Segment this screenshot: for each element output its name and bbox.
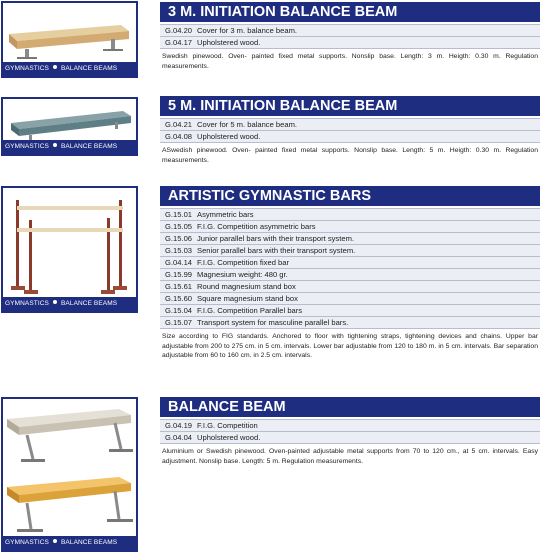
parallel-bars-illustration bbox=[3, 188, 136, 297]
table-row bbox=[160, 232, 540, 244]
product-code: G.04.20 bbox=[165, 26, 193, 35]
product-image-balance-beam bbox=[1, 397, 138, 552]
product-description: Junior parallel bars with their transport system. bbox=[197, 234, 354, 243]
product-description: F.I.G. Competition fixed bar bbox=[197, 258, 290, 267]
section-3m-initiation-balance-beam bbox=[160, 2, 540, 71]
table-row bbox=[160, 304, 540, 316]
thumbnail-caption: GYMNASTICS BALANCE BEAMS bbox=[3, 536, 136, 550]
product-description: Cover for 5 m. balance beam. bbox=[197, 120, 298, 129]
product-code: G.15.01 bbox=[165, 210, 193, 219]
product-description: Senior parallel bars with their transport system. bbox=[197, 246, 356, 255]
product-code: G.04.04 bbox=[165, 433, 193, 442]
table-row bbox=[160, 130, 540, 143]
section-artistic-gymnastic-bars bbox=[160, 186, 540, 361]
section-description: Aluminium or Swedish pinewood. Oven-painted adjustable metal supports from 70 to 120 cm., at 5 cm. intervals. Easy adjustment. Nonslip base. Length: 5 m. Regulation measurements. bbox=[162, 448, 538, 465]
product-code: G.04.14 bbox=[165, 258, 193, 267]
table-row bbox=[160, 36, 540, 49]
product-code: G.04.08 bbox=[165, 132, 193, 141]
product-image-5m-beam bbox=[1, 97, 138, 156]
product-description: Cover for 3 m. balance beam. bbox=[197, 26, 298, 35]
section-title: 5 M. INITIATION BALANCE BEAM bbox=[160, 96, 540, 116]
table-row bbox=[160, 220, 540, 232]
beam-3m-illustration bbox=[3, 3, 136, 62]
table-row bbox=[160, 244, 540, 256]
section-balance-beam bbox=[160, 397, 540, 466]
section-title: 3 M. INITIATION BALANCE BEAM bbox=[160, 2, 540, 22]
product-description: F.I.G. Competition asymmetric bars bbox=[197, 222, 316, 231]
product-code-table bbox=[160, 419, 540, 444]
product-code-table bbox=[160, 118, 540, 143]
product-description: F.I.G. Competition bbox=[197, 421, 258, 430]
table-row bbox=[160, 24, 540, 36]
thumbnail-caption: GYMNASTICS BALANCE BEAMS bbox=[3, 297, 136, 311]
product-description: F.I.G. Competition Parallel bars bbox=[197, 306, 303, 315]
product-description: Upholstered wood. bbox=[197, 38, 261, 47]
product-image-3m-beam bbox=[1, 1, 138, 78]
product-code: G.15.99 bbox=[165, 270, 193, 279]
product-code: G.15.07 bbox=[165, 318, 193, 327]
product-code: G.15.06 bbox=[165, 234, 193, 243]
product-code: G.04.21 bbox=[165, 120, 193, 129]
product-description: Round magnesium stand box bbox=[197, 282, 296, 291]
product-code: G.15.05 bbox=[165, 222, 193, 231]
section-description: Swedish pinewood. Oven- painted fixed metal supports. Nonslip base. Length: 3 m. Heigth: 0.30 m. Regulation measurements. bbox=[162, 53, 538, 70]
section-5m-initiation-balance-beam bbox=[160, 96, 540, 165]
table-row bbox=[160, 256, 540, 268]
table-row bbox=[160, 292, 540, 304]
table-row bbox=[160, 431, 540, 444]
table-row bbox=[160, 419, 540, 431]
thumbnail-caption: GYMNASTICS BALANCE BEAMS bbox=[3, 140, 136, 154]
product-description: Asymmetric bars bbox=[197, 210, 254, 219]
product-code: G.04.17 bbox=[165, 38, 193, 47]
product-code: G.15.61 bbox=[165, 282, 193, 291]
table-row bbox=[160, 118, 540, 130]
table-row bbox=[160, 208, 540, 220]
thumbnail-caption: GYMNASTICS BALANCE BEAMS bbox=[3, 62, 136, 76]
product-code-table bbox=[160, 24, 540, 49]
product-image-gymnastic-bars bbox=[1, 186, 138, 313]
product-description: Upholstered wood. bbox=[197, 132, 261, 141]
table-row bbox=[160, 268, 540, 280]
product-description: Upholstered wood. bbox=[197, 433, 261, 442]
section-title: ARTISTIC GYMNASTIC BARS bbox=[160, 186, 540, 206]
product-description: Square magnesium stand box bbox=[197, 294, 298, 303]
product-description: Transport system for masculine parallel bars. bbox=[197, 318, 349, 327]
product-code: G.15.04 bbox=[165, 306, 193, 315]
section-description: ASwedish pinewood. Oven- painted fixed metal supports. Nonslip base. Length: 5 m. Heigth: 0.30 m. Regulation measurements. bbox=[162, 147, 538, 164]
beam-5m-illustration bbox=[3, 99, 136, 140]
section-title: BALANCE BEAM bbox=[160, 397, 540, 417]
section-description: Size according to FIG standards. Anchored to floor with tightening straps, tightening devices and chains. Upper bar adjustable from 200 to 275 cm. in 5 cm. intervals. Lower bar adjustable from 120 to 180 m. in 5 cm. intervals. Bar separation adjustable from 60 to 160 cm. in 2.5 cm. intervals. bbox=[162, 333, 538, 360]
table-row bbox=[160, 280, 540, 292]
product-code: G.15.03 bbox=[165, 246, 193, 255]
balance-beam-illustration bbox=[3, 399, 136, 536]
table-row bbox=[160, 316, 540, 329]
product-code-table bbox=[160, 208, 540, 329]
product-code: G.04.19 bbox=[165, 421, 193, 430]
product-code: G.15.60 bbox=[165, 294, 193, 303]
product-description: Magnesium weight: 480 gr. bbox=[197, 270, 288, 279]
